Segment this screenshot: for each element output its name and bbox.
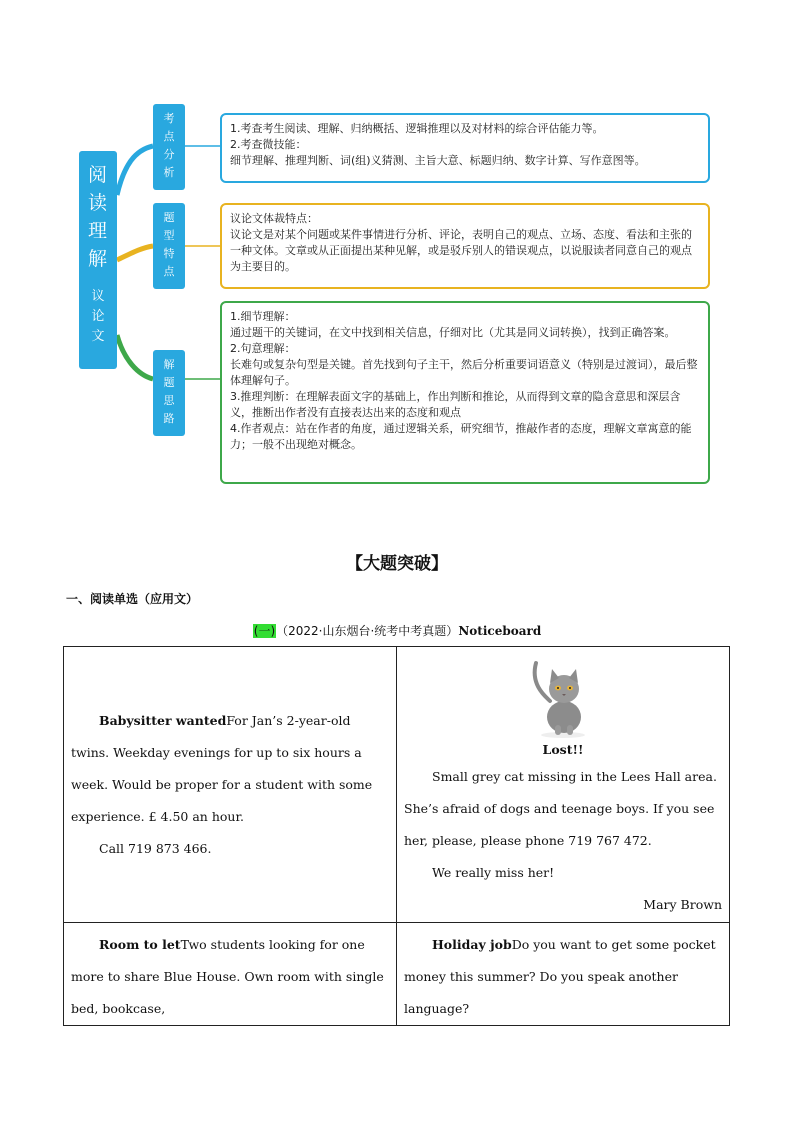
holiday-text [404, 929, 722, 1025]
cat-photo [404, 655, 722, 739]
cat-icon [528, 655, 598, 739]
holiday-title: Holiday job [432, 937, 512, 952]
notice-room [64, 923, 397, 1026]
box-approach-line: 1.细节理解： [230, 310, 296, 323]
holiday-body: Do you want to get some pocket money this summer? Do you speak another language? [404, 937, 716, 1016]
section-title: 【大题突破】 [346, 554, 448, 574]
box-features-line: 议论文是对某个问题或某件事情进行分析、评论，表明自己的观点、立场、态度、看法和主张的一种文体。文章或从正面提出某种见解，或是驳斥别人的错误观点，以说服读者同意自己的观点为主要目的。 [230, 228, 692, 273]
room-body: Two students looking for one more to share Blue House. Own room with single bed, bookcase, [71, 937, 384, 1016]
branch-analysis-label: 考点分析 [163, 112, 175, 179]
box-approach [220, 301, 710, 484]
table-row [64, 647, 730, 923]
branch-approach-label: 解题思路 [163, 358, 175, 425]
branch-features [153, 203, 185, 289]
room-text [71, 929, 389, 1025]
lost-title [404, 739, 722, 761]
box-approach-line: 长难句或复杂句型是关键。首先找到句子主干，然后分析重要词语意义（特别是过渡词），最后整体理解句子。 [230, 358, 698, 387]
box-approach-line: 4.作者观点：站在作者的角度，通过逻辑关系，研究细节，推敲作者的态度，理解文章寓意的能力；一般不出现绝对概念。 [230, 422, 692, 451]
noticeboard-table [63, 646, 730, 1026]
notice-babysitter [64, 647, 397, 923]
box-approach-line: 3.推理判断：在理解表面文字的基础上，作出判断和推论，从而得到文章的隐含意思和深层含义，推断出作者没有直接表达出来的态度和观点 [230, 390, 681, 419]
branch-approach [153, 350, 185, 436]
question-caption [0, 622, 794, 639]
branch-features-label: 题型特点 [163, 211, 175, 278]
lost-signature: Mary Brown [643, 897, 722, 912]
mindmap-root [79, 151, 117, 369]
babysitter-call: Call 719 873 466. [99, 841, 212, 856]
babysitter-title: Babysitter wanted [99, 713, 227, 728]
notice-lost [397, 647, 730, 923]
box-features-line: 议论文体裁特点： [230, 212, 318, 225]
mindmap-root-title: 阅读理解 [88, 164, 109, 270]
box-approach-line: 通过题干的关键词，在文中找到相关信息，仔细对比（尤其是同义词转换），找到正确答案。 [230, 326, 676, 339]
lost-miss: We really miss her! [432, 865, 555, 880]
babysitter-body: For Jan’s 2-year-old twins. Weekday evenings for up to six hours a week. Would be proper for a student with some experience. £ 4.50 an hour. [71, 713, 373, 824]
subsection-title: 一、阅读单选（应用文） [66, 592, 199, 606]
question-source: （2022·山东烟台·统考中考真题） [276, 624, 459, 638]
box-features [220, 203, 710, 289]
branch-analysis [153, 104, 185, 190]
mindmap-root-subtitle: 议论文 [91, 289, 105, 344]
room-title: Room to let [99, 937, 181, 952]
question-title: Noticeboard [458, 624, 542, 638]
question-number: (一) [253, 624, 276, 638]
box-analysis-line: 1.考查考生阅读、理解、归纳概括、逻辑推理以及对材料的综合评估能力等。 [230, 122, 604, 135]
babysitter-text [71, 705, 389, 833]
box-analysis [220, 113, 710, 183]
table-row [64, 923, 730, 1026]
box-analysis-line: 细节理解、推理判断、词(组)义猜测、主旨大意、标题归纳、数字计算、写作意图等。 [230, 154, 646, 167]
box-analysis-line: 2.考查微技能： [230, 138, 307, 151]
notice-holiday [397, 923, 730, 1026]
lost-title-text: Lost!! [542, 742, 584, 757]
box-approach-line: 2.句意理解： [230, 342, 296, 355]
lost-body: Small grey cat missing in the Lees Hall area. She’s afraid of dogs and teenage boys. If you see her, please, please phone 719 767 472. [404, 769, 717, 848]
